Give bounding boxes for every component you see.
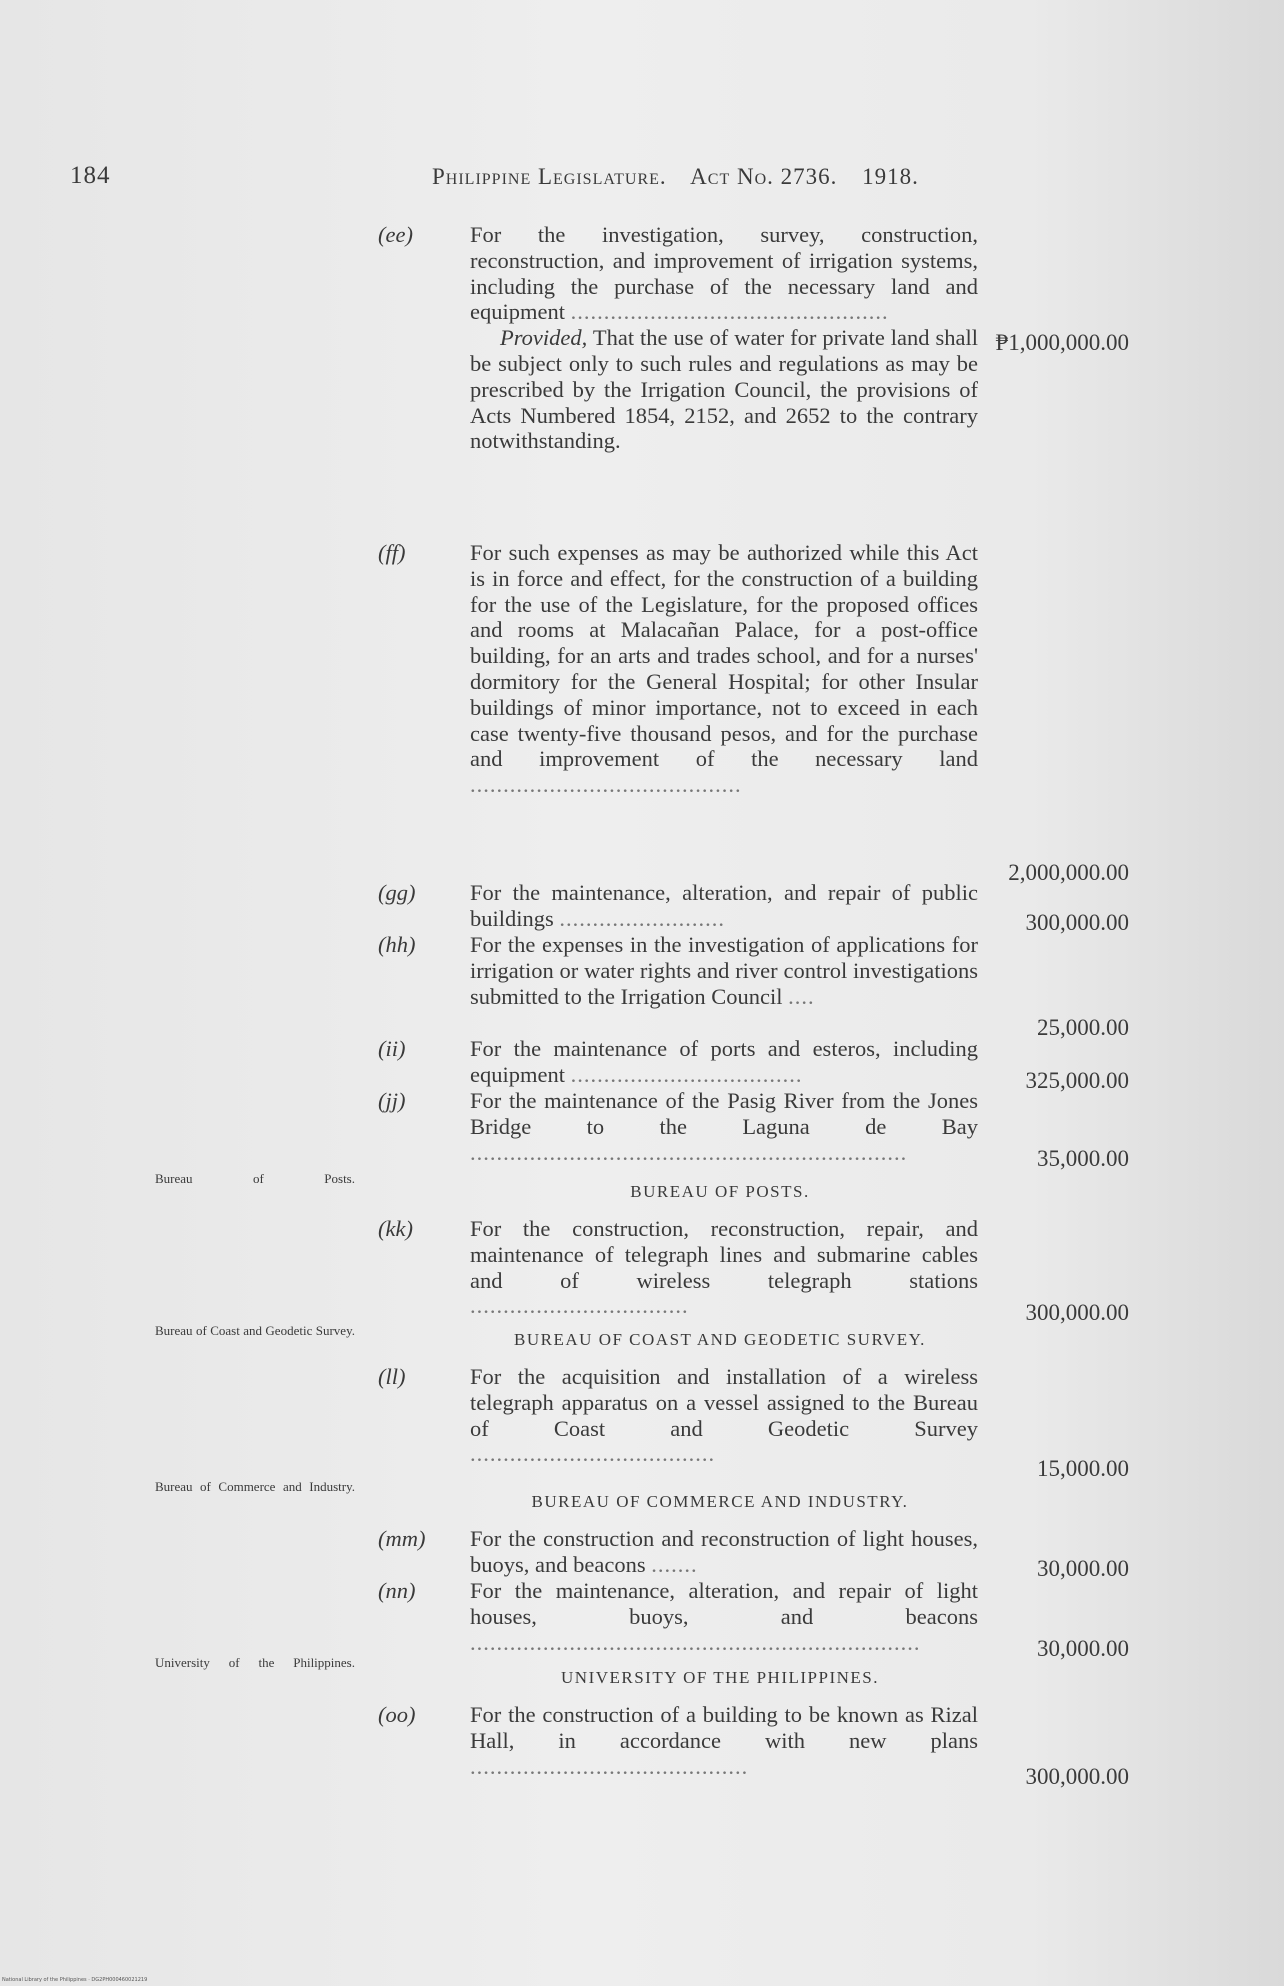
appropriation-item-ee (378, 222, 978, 454)
item-text: For the construction and reconstruction of light houses, buoys, and beacons (470, 1526, 978, 1577)
item-paragraph (378, 1088, 978, 1165)
leader-dots: .................................................................... (470, 1629, 921, 1655)
scan-source-strip: National Library of the Philippines · DG2PH000460021219 (2, 1977, 148, 1983)
appropriation-item-jj (378, 1088, 978, 1165)
amount-kk: 300,000.00 (1025, 1300, 1129, 1325)
proviso-paragraph (378, 325, 978, 454)
page-number: 184 (70, 162, 111, 189)
running-head-year: 1918. (862, 164, 919, 189)
leader-dots: .................................................................. (470, 1139, 908, 1165)
amount-hh: 25,000.00 (1037, 1015, 1129, 1040)
item-text: For the construction, reconstruction, repair, and maintenance of telegraph lines and submarine cables and of wireless telegraph stations (470, 1216, 978, 1293)
item-text: For the maintenance, alteration, and repair of public buildings (470, 880, 978, 931)
item-label: (kk) (378, 1216, 413, 1241)
amount-gg: 300,000.00 (1025, 910, 1129, 935)
item-label: (oo) (378, 1702, 416, 1727)
leader-dots: ......................... (559, 905, 726, 931)
running-head-legislature: Philippine Legislature. (432, 164, 667, 189)
item-text: For the maintenance of the Pasig River from the Jones Bridge to the Laguna de Bay (470, 1088, 978, 1139)
item-label: (nn) (378, 1578, 416, 1603)
leader-dots: ................................... (570, 1061, 803, 1087)
item-text: For the acquisition and installation of a wireless telegraph apparatus on a vessel assigned to the Bureau of Coast and Geodetic Survey (470, 1364, 978, 1441)
amount-ee: ₱1,000,000.00 (995, 330, 1129, 355)
leader-dots: ....... (651, 1551, 698, 1577)
leader-dots: ................................................ (570, 299, 889, 325)
item-text: For the expenses in the investigation of applications for irrigation or water rights and river control investigations submitted to the Irrigation Council (470, 932, 978, 1009)
item-paragraph (378, 1216, 978, 1319)
item-text: For the construction of a building to be known as Rizal Hall, in accordance with new plans (470, 1702, 978, 1753)
item-text: For the maintenance, alteration, and repair of light houses, buoys, and beacons (470, 1578, 978, 1629)
leader-dots: ................................. (470, 1293, 689, 1319)
sidenote-university-of-the-philippines: University of the Philippines. (155, 1655, 355, 1670)
appropriation-item-hh (378, 932, 978, 1009)
item-paragraph (378, 932, 978, 1009)
amount-ff: 2,000,000.00 (1008, 860, 1129, 885)
section-heading-university-of-the-philippines: UNIVERSITY OF THE PHILIPPINES. (561, 1668, 879, 1687)
item-label: (ii) (378, 1036, 406, 1061)
appropriation-item-mm (378, 1526, 978, 1578)
appropriation-item-oo (378, 1702, 978, 1779)
appropriation-item-ll (378, 1364, 978, 1467)
sidenote-bureau-of-posts: Bureau of Posts. (155, 1171, 355, 1186)
leader-dots: ......................................... (470, 772, 742, 798)
amount-mm: 30,000.00 (1037, 1556, 1129, 1581)
running-head-act: Act No. 2736. (690, 164, 838, 189)
proviso-lead: Provided, (500, 325, 588, 351)
item-label: (mm) (378, 1526, 426, 1551)
amount-ll: 15,000.00 (1037, 1456, 1129, 1481)
appropriation-item-kk (378, 1216, 978, 1319)
appropriation-item-gg (378, 880, 978, 932)
item-paragraph (378, 1364, 978, 1467)
amount-jj: 35,000.00 (1037, 1146, 1129, 1171)
item-text: For such expenses as may be authorized while this Act is in force and effect, for the construction of a building for the use of the Legislature, for the proposed offices and rooms at Malacañan Palace, for a post-office building, for an arts and trades school, and for a nurses' dormitory for the General Hospital; for other Insular buildings of minor importance, not to exceed in each case twenty-five thousand pesos, and for the purchase and improvement of the necessary land (470, 540, 978, 772)
item-text: For the maintenance of ports and esteros, including equipment (470, 1036, 978, 1087)
proviso-text: That the use of water for private land shall be subject only to such rules and regulations as may be prescribed by the Irrigation Council, the provisions of Acts Numbered 1854, 2152, and 2652 to the contrary notwithstanding. (470, 325, 979, 454)
item-label: (gg) (378, 880, 416, 905)
appropriation-item-ii (378, 1036, 978, 1088)
item-paragraph (378, 880, 978, 932)
sidenote-coast-and-geodetic-survey: Bureau of Coast and Geodetic Survey. (155, 1323, 355, 1338)
item-paragraph (378, 1526, 978, 1578)
item-paragraph (378, 1036, 978, 1088)
sidenote-commerce-and-industry: Bureau of Commerce and Industry. (155, 1479, 355, 1494)
section-heading-commerce-and-industry: BUREAU OF COMMERCE AND INDUSTRY. (531, 1492, 909, 1511)
item-label: (ee) (378, 222, 413, 247)
amount-nn: 30,000.00 (1037, 1636, 1129, 1661)
amount-ii: 325,000.00 (1025, 1068, 1129, 1093)
item-paragraph (378, 540, 978, 798)
item-paragraph (378, 222, 978, 325)
appropriation-item-ff (378, 540, 978, 798)
appropriation-item-nn (378, 1578, 978, 1655)
item-text: For the investigation, survey, construction, reconstruction, and improvement of irrigation systems, including the purchase of the necessary land and equipment (470, 222, 978, 325)
item-label: (jj) (378, 1088, 406, 1113)
running-head (432, 164, 937, 190)
amount-oo: 300,000.00 (1025, 1764, 1129, 1789)
leader-dots: ..................................... (470, 1441, 716, 1467)
section-heading-coast-and-geodetic-survey: BUREAU OF COAST AND GEODETIC SURVEY. (514, 1330, 926, 1349)
leader-dots: .... (788, 983, 815, 1009)
item-label: (ff) (378, 540, 406, 565)
item-paragraph (378, 1578, 978, 1655)
item-label: (ll) (378, 1364, 406, 1389)
section-heading-bureau-of-posts: BUREAU OF POSTS. (630, 1182, 810, 1201)
item-label: (hh) (378, 932, 416, 957)
leader-dots: .......................................... (470, 1753, 749, 1779)
item-paragraph (378, 1702, 978, 1779)
